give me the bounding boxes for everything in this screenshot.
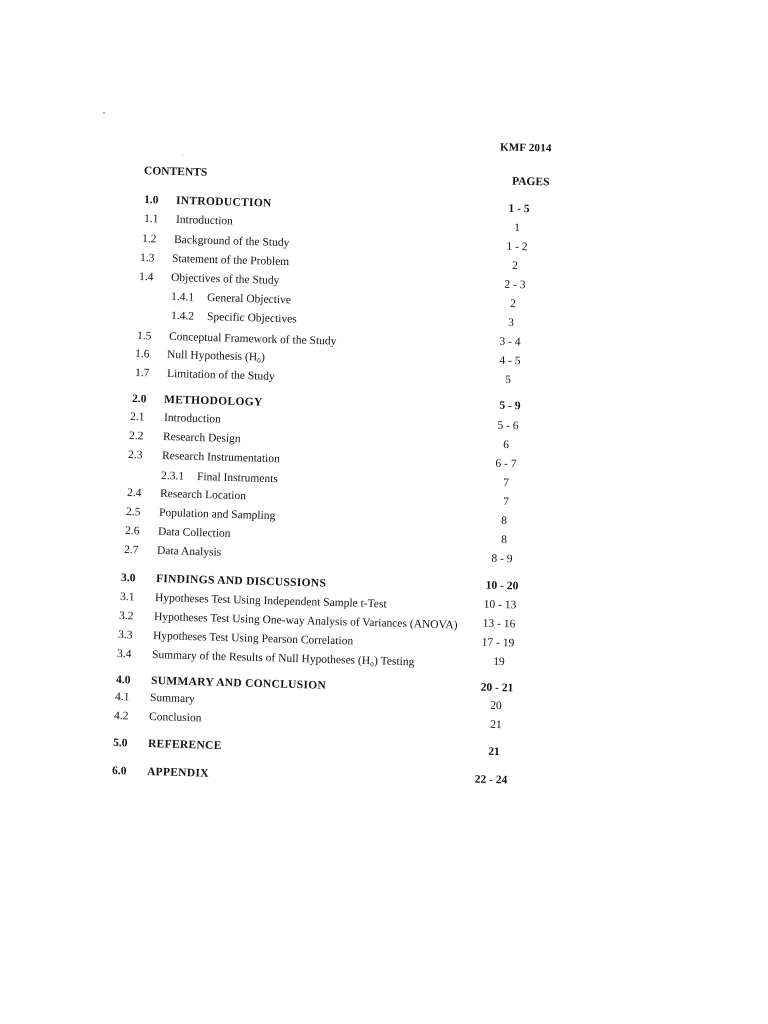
toc-entry-title: Conclusion xyxy=(148,710,202,725)
toc-entry-title: Background of the Study xyxy=(173,233,290,250)
toc-entry-pages: 3 xyxy=(507,316,514,330)
toc-entry-number: 1.4 xyxy=(138,271,154,284)
toc-entry-pages: 4 - 5 xyxy=(499,354,521,368)
toc-entry-title: Research Design xyxy=(162,430,241,446)
toc-entry-number: 3.4 xyxy=(116,648,132,661)
toc-entry-title: METHODOLOGY xyxy=(163,393,263,409)
toc-entry-pages: 19 xyxy=(493,655,505,669)
toc-entry-title: Hypotheses Test Using Pearson Correlation xyxy=(152,629,354,648)
toc-entry-pages: 5 - 6 xyxy=(497,419,519,433)
toc-entry-number: 2.7 xyxy=(123,544,139,557)
toc-entry-number: 3.1 xyxy=(119,591,135,604)
toc-entry-pages: 5 - 9 xyxy=(499,399,521,413)
toc-entry-pages: 10 - 13 xyxy=(483,598,517,612)
toc-entry-number: 1.4.1 xyxy=(170,291,195,304)
toc-entry-title: Objectives of the Study xyxy=(170,271,280,287)
toc-entry-pages: 7 xyxy=(502,476,510,490)
toc-entry-pages: 20 - 21 xyxy=(480,681,514,695)
toc-entry-number: 1.6 xyxy=(134,348,150,361)
toc-entry-pages: 20 xyxy=(490,699,502,713)
toc-entry-title: Introduction xyxy=(163,411,222,426)
toc-entry-number: 2.4 xyxy=(126,487,142,500)
toc-entry-pages: 8 - 9 xyxy=(491,552,513,566)
toc-entry-number: 2.6 xyxy=(124,525,140,538)
toc-entry-number: 1.5 xyxy=(136,330,152,343)
toc-entry-title: Final Instruments xyxy=(196,471,279,486)
toc-entry-title: FINDINGS AND DISCUSSIONS xyxy=(155,572,327,590)
toc-entry-title: Data Analysis xyxy=(156,544,222,559)
toc-entry-title: Limitation of the Study xyxy=(166,367,275,383)
toc-entry-title: INTRODUCTION xyxy=(175,194,272,210)
pages-heading: PAGES xyxy=(511,175,550,189)
toc-entry-number: 1.3 xyxy=(139,252,155,265)
toc-entry-number: 2.2 xyxy=(128,430,144,443)
toc-entry-number: 6.0 xyxy=(111,765,127,778)
toc-entry-title: Hypotheses Test Using Independent Sample t-Test xyxy=(154,591,387,611)
toc-entry-number: 5.0 xyxy=(112,737,128,750)
toc-entry-number: 2.3 xyxy=(127,449,143,462)
toc-entry-number: 4.0 xyxy=(115,674,131,687)
toc-entry-number: 2.0 xyxy=(131,393,147,406)
toc-entry-pages: 1 xyxy=(514,221,520,235)
toc-entry-pages: 22 - 24 xyxy=(474,773,508,787)
toc-entry-pages: 6 - 7 xyxy=(495,457,517,471)
toc-entry-number: 3.2 xyxy=(118,610,134,623)
toc-entry-pages: 6 xyxy=(502,438,510,452)
toc-entry-title: Research Instrumentation xyxy=(161,449,281,466)
toc-entry-title: REFERENCE xyxy=(147,737,222,753)
toc-entry-pages: 13 - 16 xyxy=(482,617,516,631)
toc-entry-title: General Objective xyxy=(206,292,292,307)
toc-entry-title: Introduction xyxy=(175,213,234,228)
toc-entry-number: 4.1 xyxy=(114,691,130,704)
toc-entry-number: 1.4.2 xyxy=(170,310,195,323)
toc-entry-number: 3.0 xyxy=(120,572,136,585)
contents-heading: CONTENTS xyxy=(143,165,208,179)
toc-entry-number: 3.3 xyxy=(117,629,133,642)
toc-entry-title: Summary of the Results of Null Hypotheses (H₀) Testing xyxy=(151,648,415,669)
toc-entry-title: Summary xyxy=(149,691,195,706)
toc-entry-title: SUMMARY AND CONCLUSION xyxy=(150,674,327,692)
toc-entry-pages: 21 xyxy=(490,718,502,732)
toc-entry-pages: 8 xyxy=(500,514,508,528)
toc-entry-number: 1.0 xyxy=(143,194,159,207)
document-tag: KMF 2014 xyxy=(499,141,552,155)
toc-entry-title: Null Hypothesis (H₀) xyxy=(166,348,266,364)
toc-entry-pages: 17 - 19 xyxy=(481,636,515,650)
toc-entry-pages: 21 xyxy=(488,745,500,759)
toc-entry-pages: 2 xyxy=(511,259,518,273)
toc-entry-pages: 5 xyxy=(504,373,512,387)
toc-entry-pages: 10 - 20 xyxy=(485,579,519,593)
toc-entry-title: APPENDIX xyxy=(146,765,210,780)
toc-entry-pages: 3 - 4 xyxy=(499,335,521,349)
toc-entry-pages: 2 - 3 xyxy=(504,278,526,292)
toc-entry-number: 1.1 xyxy=(143,213,159,226)
toc-entry-title: Research Location xyxy=(159,487,247,503)
toc-entry-pages: 1 - 2 xyxy=(506,240,528,254)
toc-entry-pages: 7 xyxy=(502,495,510,509)
toc-entry-title: Statement of the Problem xyxy=(171,252,290,269)
toc-entry-number: 2.5 xyxy=(125,506,141,519)
toc-entry-title: Specific Objectives xyxy=(206,311,297,326)
toc-entry-pages: 1 - 5 xyxy=(508,202,530,216)
toc-entry-number: 1.7 xyxy=(134,367,150,380)
toc-entry-number: 1.2 xyxy=(141,233,157,246)
toc-entry-pages: 8 xyxy=(500,533,508,547)
toc-entry-title: Population and Sampling xyxy=(158,506,276,523)
toc-entry-number: 2.3.1 xyxy=(160,470,185,483)
toc-entry-title: Hypotheses Test Using One-way Analysis of Variances (ANOVA) xyxy=(153,610,458,632)
toc-entry-title: Data Collection xyxy=(157,525,231,540)
toc-entry-number: 4.2 xyxy=(113,710,129,723)
toc-entry-title: Conceptual Framework of the Study xyxy=(168,330,337,348)
toc-entry-pages: 2 xyxy=(509,297,516,311)
toc-entry-number: 2.1 xyxy=(129,411,145,424)
